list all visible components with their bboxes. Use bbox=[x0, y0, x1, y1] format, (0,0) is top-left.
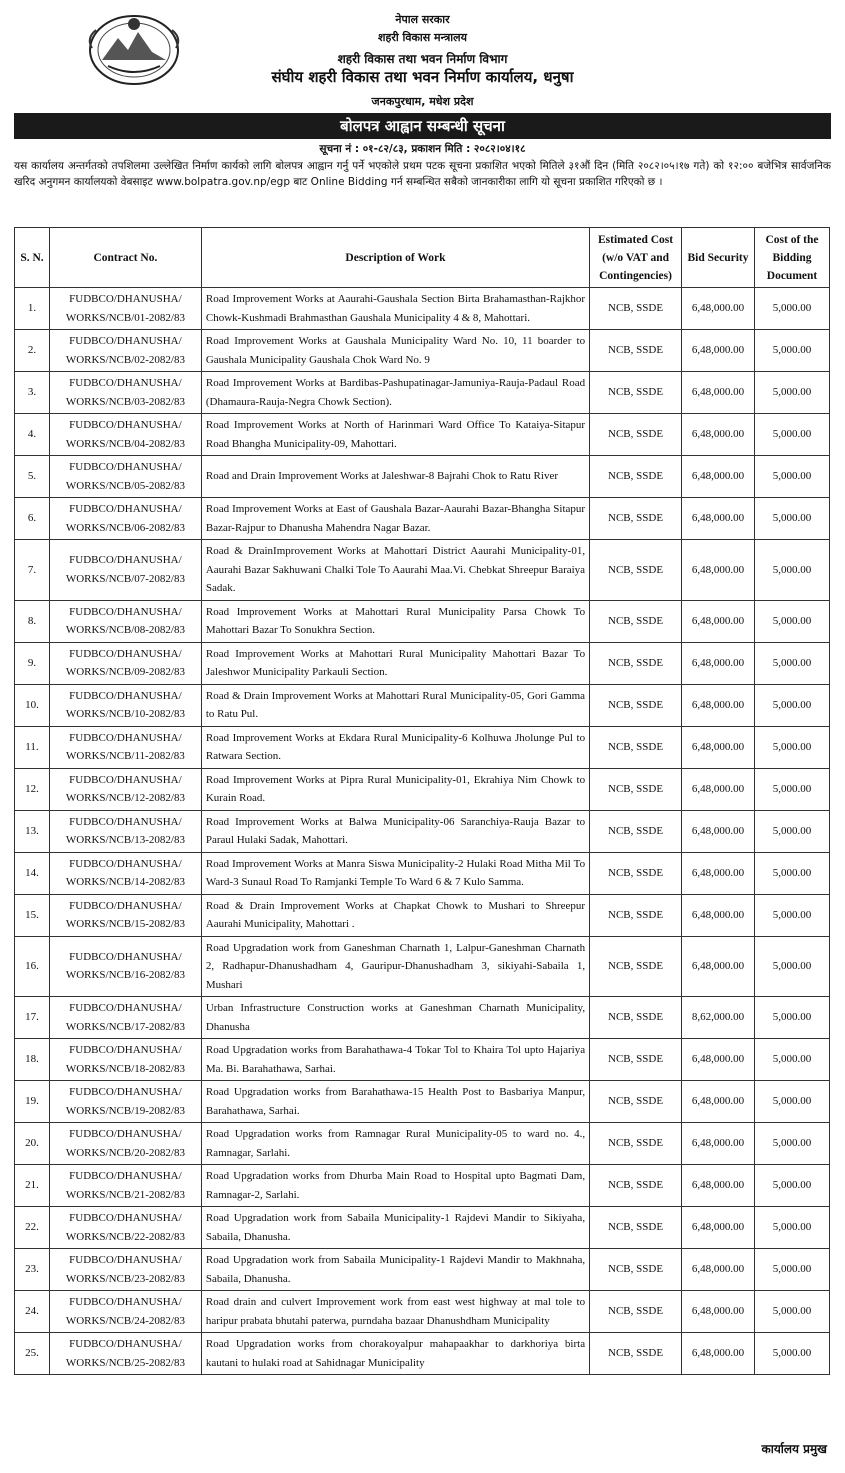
cell-sn: 18. bbox=[15, 1039, 50, 1081]
table-row bbox=[15, 997, 830, 1039]
table-row bbox=[15, 1291, 830, 1333]
cell-sn: 17. bbox=[15, 997, 50, 1039]
cell-cost: NCB, SSDE bbox=[590, 1123, 682, 1165]
cell-security: 6,48,000.00 bbox=[682, 288, 755, 330]
cell-security: 6,48,000.00 bbox=[682, 414, 755, 456]
table-row bbox=[15, 684, 830, 726]
cell-doc: 5,000.00 bbox=[755, 642, 830, 684]
letterhead bbox=[0, 0, 845, 110]
cell-cost: NCB, SSDE bbox=[590, 997, 682, 1039]
cell-security: 6,48,000.00 bbox=[682, 600, 755, 642]
cell-cost: NCB, SSDE bbox=[590, 852, 682, 894]
cell-doc: 5,000.00 bbox=[755, 414, 830, 456]
table-row bbox=[15, 1207, 830, 1249]
cell-contract: FUDBCO/DHANUSHA/ WORKS/NCB/07-2082/83 bbox=[49, 540, 201, 601]
table-row bbox=[15, 936, 830, 997]
header-line-address: जनकपुरधाम, मधेश प्रदेश bbox=[371, 95, 474, 108]
cell-sn: 12. bbox=[15, 768, 50, 810]
cell-description: Road drain and culvert Improvement work from east west highway at mal tole to haripur prabata bhutahi paterwa, purndaha bazaar Dhanushdham Municipality bbox=[201, 1291, 589, 1333]
cell-description: Road Upgradation work from Sabaila Municipality-1 Rajdevi Mandir to Makhnaha, Sabaila, Dhanusha. bbox=[201, 1249, 589, 1291]
cell-description: Road Improvement Works at Balwa Municipality-06 Saranchiya-Rauja Bazar to Paraul Hulaki Sadak, Mahottari. bbox=[201, 810, 589, 852]
cell-contract: FUDBCO/DHANUSHA/ WORKS/NCB/02-2082/83 bbox=[49, 330, 201, 372]
cell-contract: FUDBCO/DHANUSHA/ WORKS/NCB/05-2082/83 bbox=[49, 456, 201, 498]
table-row bbox=[15, 1039, 830, 1081]
cell-cost: NCB, SSDE bbox=[590, 1039, 682, 1081]
cell-contract: FUDBCO/DHANUSHA/ WORKS/NCB/13-2082/83 bbox=[49, 810, 201, 852]
header-sn: S. N. bbox=[15, 228, 50, 288]
cell-sn: 1. bbox=[15, 288, 50, 330]
cell-contract: FUDBCO/DHANUSHA/ WORKS/NCB/01-2082/83 bbox=[49, 288, 201, 330]
cell-contract: FUDBCO/DHANUSHA/ WORKS/NCB/23-2082/83 bbox=[49, 1249, 201, 1291]
cell-security: 6,48,000.00 bbox=[682, 768, 755, 810]
cell-doc: 5,000.00 bbox=[755, 600, 830, 642]
cell-contract: FUDBCO/DHANUSHA/ WORKS/NCB/24-2082/83 bbox=[49, 1291, 201, 1333]
cell-cost: NCB, SSDE bbox=[590, 330, 682, 372]
header-contract: Contract No. bbox=[49, 228, 201, 288]
cell-sn: 20. bbox=[15, 1123, 50, 1165]
cell-doc: 5,000.00 bbox=[755, 1333, 830, 1375]
cell-doc: 5,000.00 bbox=[755, 1207, 830, 1249]
cell-security: 6,48,000.00 bbox=[682, 1039, 755, 1081]
cell-security: 6,48,000.00 bbox=[682, 1123, 755, 1165]
cell-sn: 9. bbox=[15, 642, 50, 684]
cell-doc: 5,000.00 bbox=[755, 1123, 830, 1165]
cell-security: 6,48,000.00 bbox=[682, 1333, 755, 1375]
cell-contract: FUDBCO/DHANUSHA/ WORKS/NCB/06-2082/83 bbox=[49, 498, 201, 540]
cell-contract: FUDBCO/DHANUSHA/ WORKS/NCB/08-2082/83 bbox=[49, 600, 201, 642]
cell-description: Urban Infrastructure Construction works at Ganeshman Charnath Municipality, Dhanusha bbox=[201, 997, 589, 1039]
cell-description: Road Improvement Works at Gaushala Municipality Ward No. 10, 11 boarder to Gaushala Municipality Gaushala Chok Ward No. 9 bbox=[201, 330, 589, 372]
cell-doc: 5,000.00 bbox=[755, 684, 830, 726]
cell-cost: NCB, SSDE bbox=[590, 1207, 682, 1249]
cell-cost: NCB, SSDE bbox=[590, 642, 682, 684]
table-row bbox=[15, 1081, 830, 1123]
cell-description: Road & Drain Improvement Works at Chapkat Chowk to Mushari to Shreepur Aaurahi Municipality, Mahottari . bbox=[201, 894, 589, 936]
cell-security: 6,48,000.00 bbox=[682, 1165, 755, 1207]
cell-sn: 22. bbox=[15, 1207, 50, 1249]
cell-description: Road Upgradation works from Ramnagar Rural Municipality-05 to ward no. 4., Ramnagar, Sarlahi. bbox=[201, 1123, 589, 1165]
cell-cost: NCB, SSDE bbox=[590, 540, 682, 601]
cell-security: 6,48,000.00 bbox=[682, 726, 755, 768]
cell-doc: 5,000.00 bbox=[755, 1039, 830, 1081]
cell-doc: 5,000.00 bbox=[755, 852, 830, 894]
header-line-government: नेपाल सरकार bbox=[395, 13, 450, 26]
cell-security: 8,62,000.00 bbox=[682, 997, 755, 1039]
cell-description: Road Improvement Works at Manra Siswa Municipality-2 Hulaki Road Mitha Mil To Ward-3 Sunaul Road To Ramjanki Temple To Ward 6 & 7 Kulo Samma. bbox=[201, 852, 589, 894]
table-row bbox=[15, 498, 830, 540]
cell-sn: 23. bbox=[15, 1249, 50, 1291]
cell-security: 6,48,000.00 bbox=[682, 936, 755, 997]
cell-doc: 5,000.00 bbox=[755, 768, 830, 810]
cell-description: Road Improvement Works at Bardibas-Pashupatinagar-Jamuniya-Rauja-Padaul Road (Dhamaura-Rauja-Negra Chowk Section). bbox=[201, 372, 589, 414]
table-row bbox=[15, 642, 830, 684]
cell-description: Road & DrainImprovement Works at Mahottari District Aaurahi Municipality-01, Aaurahi Bazar Sakhuwani Chalki Tole To Aaurahi Maa.Vi. Chebkat Shreepur Baraiya Sadak. bbox=[201, 540, 589, 601]
header-line-department: शहरी विकास तथा भवन निर्माण विभाग bbox=[337, 52, 508, 66]
header-line-office: संघीय शहरी विकास तथा भवन निर्माण कार्यालय, धनुषा bbox=[271, 68, 574, 86]
cell-contract: FUDBCO/DHANUSHA/ WORKS/NCB/03-2082/83 bbox=[49, 372, 201, 414]
cell-doc: 5,000.00 bbox=[755, 330, 830, 372]
cell-security: 6,48,000.00 bbox=[682, 1291, 755, 1333]
cell-sn: 15. bbox=[15, 894, 50, 936]
cell-sn: 13. bbox=[15, 810, 50, 852]
cell-contract: FUDBCO/DHANUSHA/ WORKS/NCB/19-2082/83 bbox=[49, 1081, 201, 1123]
cell-security: 6,48,000.00 bbox=[682, 684, 755, 726]
cell-cost: NCB, SSDE bbox=[590, 936, 682, 997]
cell-security: 6,48,000.00 bbox=[682, 372, 755, 414]
cell-cost: NCB, SSDE bbox=[590, 1165, 682, 1207]
cell-description: Road Improvement Works at Ekdara Rural Municipality-6 Kolhuwa Jholunge Pul to Ratwara Section. bbox=[201, 726, 589, 768]
table-row bbox=[15, 372, 830, 414]
cell-cost: NCB, SSDE bbox=[590, 1081, 682, 1123]
cell-description: Road Improvement Works at East of Gaushala Bazar-Aaurahi Bazar-Bhangha Sitapur Bazar-Rajpur to Dhanusha Mahendra Nagar Bazar. bbox=[201, 498, 589, 540]
cell-sn: 8. bbox=[15, 600, 50, 642]
cell-security: 6,48,000.00 bbox=[682, 642, 755, 684]
cell-sn: 7. bbox=[15, 540, 50, 601]
cell-doc: 5,000.00 bbox=[755, 288, 830, 330]
cell-cost: NCB, SSDE bbox=[590, 1333, 682, 1375]
notice-title: बोलपत्र आह्वान सम्बन्धी सूचना bbox=[14, 113, 831, 139]
cell-contract: FUDBCO/DHANUSHA/ WORKS/NCB/17-2082/83 bbox=[49, 997, 201, 1039]
cell-doc: 5,000.00 bbox=[755, 1081, 830, 1123]
cell-description: Road & Drain Improvement Works at Mahottari Rural Municipality-05, Gori Gamma to Ratu Pul. bbox=[201, 684, 589, 726]
table-row bbox=[15, 288, 830, 330]
cell-cost: NCB, SSDE bbox=[590, 498, 682, 540]
cell-security: 6,48,000.00 bbox=[682, 1081, 755, 1123]
cell-security: 6,48,000.00 bbox=[682, 498, 755, 540]
cell-contract: FUDBCO/DHANUSHA/ WORKS/NCB/18-2082/83 bbox=[49, 1039, 201, 1081]
cell-sn: 5. bbox=[15, 456, 50, 498]
table-row bbox=[15, 330, 830, 372]
cell-description: Road Upgradation work from Ganeshman Charnath 1, Lalpur-Ganeshman Charnath 2, Radhapur-Dhanushadham 4, Gauripur-Dhanushadham 3, sikiyahi-Sabaila 1, Mushari bbox=[201, 936, 589, 997]
cell-sn: 10. bbox=[15, 684, 50, 726]
cell-cost: NCB, SSDE bbox=[590, 726, 682, 768]
cell-doc: 5,000.00 bbox=[755, 894, 830, 936]
cell-sn: 16. bbox=[15, 936, 50, 997]
table-row bbox=[15, 456, 830, 498]
header-line-ministry: शहरी विकास मन्त्रालय bbox=[378, 31, 467, 44]
cell-sn: 14. bbox=[15, 852, 50, 894]
signature-office-chief: कार्यालय प्रमुख bbox=[761, 1442, 827, 1456]
table-row bbox=[15, 810, 830, 852]
cell-description: Road Improvement Works at Aaurahi-Gaushala Section Birta Brahamasthan-Rajkhor Chowk-Kushmadi Brahmasthan Gaushala Municipality 4 & 8, Mahottari. bbox=[201, 288, 589, 330]
cell-security: 6,48,000.00 bbox=[682, 1207, 755, 1249]
cell-security: 6,48,000.00 bbox=[682, 852, 755, 894]
table-row bbox=[15, 1249, 830, 1291]
cell-sn: 6. bbox=[15, 498, 50, 540]
cell-doc: 5,000.00 bbox=[755, 1165, 830, 1207]
cell-doc: 5,000.00 bbox=[755, 810, 830, 852]
cell-security: 6,48,000.00 bbox=[682, 456, 755, 498]
table-row bbox=[15, 1165, 830, 1207]
header-security: Bid Security bbox=[682, 228, 755, 288]
table-header-row bbox=[15, 228, 830, 288]
cell-contract: FUDBCO/DHANUSHA/ WORKS/NCB/20-2082/83 bbox=[49, 1123, 201, 1165]
cell-cost: NCB, SSDE bbox=[590, 684, 682, 726]
cell-sn: 19. bbox=[15, 1081, 50, 1123]
table-row bbox=[15, 1123, 830, 1165]
cell-contract: FUDBCO/DHANUSHA/ WORKS/NCB/15-2082/83 bbox=[49, 894, 201, 936]
table-row bbox=[15, 852, 830, 894]
cell-doc: 5,000.00 bbox=[755, 1291, 830, 1333]
cell-description: Road Improvement Works at Mahottari Rural Municipality Mahottari Bazar To Jaleshwor Municipality Parkauli Section. bbox=[201, 642, 589, 684]
cell-sn: 3. bbox=[15, 372, 50, 414]
cell-cost: NCB, SSDE bbox=[590, 372, 682, 414]
cell-cost: NCB, SSDE bbox=[590, 288, 682, 330]
cell-doc: 5,000.00 bbox=[755, 372, 830, 414]
cell-description: Road Improvement Works at Pipra Rural Municipality-01, Ekrahiya Nim Chowk to Kurain Road. bbox=[201, 768, 589, 810]
cell-security: 6,48,000.00 bbox=[682, 1249, 755, 1291]
table-row bbox=[15, 894, 830, 936]
table-row bbox=[15, 600, 830, 642]
cell-doc: 5,000.00 bbox=[755, 997, 830, 1039]
cell-doc: 5,000.00 bbox=[755, 726, 830, 768]
cell-cost: NCB, SSDE bbox=[590, 894, 682, 936]
cell-sn: 21. bbox=[15, 1165, 50, 1207]
cell-contract: FUDBCO/DHANUSHA/ WORKS/NCB/16-2082/83 bbox=[49, 936, 201, 997]
cell-doc: 5,000.00 bbox=[755, 936, 830, 997]
cell-security: 6,48,000.00 bbox=[682, 330, 755, 372]
cell-cost: NCB, SSDE bbox=[590, 1249, 682, 1291]
cell-doc: 5,000.00 bbox=[755, 498, 830, 540]
cell-description: Road Improvement Works at North of Harinmari Ward Office To Kataiya-Sitapur Road Bhangha Municipality-09, Mahottari. bbox=[201, 414, 589, 456]
cell-cost: NCB, SSDE bbox=[590, 810, 682, 852]
cell-cost: NCB, SSDE bbox=[590, 456, 682, 498]
cell-doc: 5,000.00 bbox=[755, 540, 830, 601]
cell-description: Road Upgradation works from Barahathawa-4 Tokar Tol to Khaira Tol upto Hajariya Ma. Bi. Barahathawa, Sarhai. bbox=[201, 1039, 589, 1081]
cell-security: 6,48,000.00 bbox=[682, 540, 755, 601]
cell-cost: NCB, SSDE bbox=[590, 1291, 682, 1333]
cell-contract: FUDBCO/DHANUSHA/ WORKS/NCB/14-2082/83 bbox=[49, 852, 201, 894]
cell-cost: NCB, SSDE bbox=[590, 414, 682, 456]
cell-sn: 4. bbox=[15, 414, 50, 456]
cell-contract: FUDBCO/DHANUSHA/ WORKS/NCB/11-2082/83 bbox=[49, 726, 201, 768]
cell-contract: FUDBCO/DHANUSHA/ WORKS/NCB/09-2082/83 bbox=[49, 642, 201, 684]
cell-contract: FUDBCO/DHANUSHA/ WORKS/NCB/25-2082/83 bbox=[49, 1333, 201, 1375]
cell-sn: 24. bbox=[15, 1291, 50, 1333]
cell-sn: 25. bbox=[15, 1333, 50, 1375]
table-row bbox=[15, 768, 830, 810]
cell-contract: FUDBCO/DHANUSHA/ WORKS/NCB/10-2082/83 bbox=[49, 684, 201, 726]
notice-number-date: सूचना नं : ०१-८२/८३, प्रकाशन मिति : २०८२।०४।१८ bbox=[319, 143, 526, 155]
cell-description: Road Upgradation work from Sabaila Municipality-1 Rajdevi Mandir to Sikiyaha, Sabaila, Dhanusha. bbox=[201, 1207, 589, 1249]
table-row bbox=[15, 1333, 830, 1375]
cell-description: Road and Drain Improvement Works at Jaleshwar-8 Bajrahi Chok to Ratu River bbox=[201, 456, 589, 498]
header-doc: Cost of the Bidding Document bbox=[755, 228, 830, 288]
table-row bbox=[15, 414, 830, 456]
cell-description: Road Upgradation works from chorakoyalpur mahapaakhar to darkhoriya birta kautani to hulaki road at Sahidnagar Municipality bbox=[201, 1333, 589, 1375]
header-description: Description of Work bbox=[201, 228, 589, 288]
cell-security: 6,48,000.00 bbox=[682, 810, 755, 852]
bid-table bbox=[14, 227, 830, 1375]
cell-sn: 11. bbox=[15, 726, 50, 768]
cell-doc: 5,000.00 bbox=[755, 456, 830, 498]
cell-contract: FUDBCO/DHANUSHA/ WORKS/NCB/12-2082/83 bbox=[49, 768, 201, 810]
header-cost: Estimated Cost (w/o VAT and Contingencies) bbox=[590, 228, 682, 288]
cell-cost: NCB, SSDE bbox=[590, 768, 682, 810]
cell-description: Road Upgradation works from Barahathawa-15 Health Post to Basbariya Manpur, Barahathawa, Sarhai. bbox=[201, 1081, 589, 1123]
cell-doc: 5,000.00 bbox=[755, 1249, 830, 1291]
table-row bbox=[15, 726, 830, 768]
cell-description: Road Upgradation works from Dhurba Main Road to Hospital upto Bagmati Dam, Ramnagar-2, Sarlahi. bbox=[201, 1165, 589, 1207]
cell-contract: FUDBCO/DHANUSHA/ WORKS/NCB/21-2082/83 bbox=[49, 1165, 201, 1207]
cell-cost: NCB, SSDE bbox=[590, 600, 682, 642]
notice-intro: यस कार्यालय अन्तर्गतको तपशिलमा उल्लेखित निर्माण कार्यको लागि बोलपत्र आह्वान गर्नु पर्ने भएकोले प्रथम पटक सूचना प्रकाशित भएको मितिले ३१औं दिन (मिति २०८२।०५।१७ गते) को १२:०० बजेभित्र सार्वजनिक खरिद अनुगमन कार्यालयको वेबसाइट www.bolpatra.gov.np/egp बाट Online Bidding गर्न सम्बन्धित सबैको जानकारीका लागि यो सूचना प्रकाशित गरिएको छ । bbox=[14, 160, 831, 188]
table-row bbox=[15, 540, 830, 601]
cell-description: Road Improvement Works at Mahottari Rural Municipality Parsa Chowk To Mahottari Bazar To Sonukhra Section. bbox=[201, 600, 589, 642]
cell-contract: FUDBCO/DHANUSHA/ WORKS/NCB/04-2082/83 bbox=[49, 414, 201, 456]
cell-contract: FUDBCO/DHANUSHA/ WORKS/NCB/22-2082/83 bbox=[49, 1207, 201, 1249]
cell-security: 6,48,000.00 bbox=[682, 894, 755, 936]
cell-sn: 2. bbox=[15, 330, 50, 372]
